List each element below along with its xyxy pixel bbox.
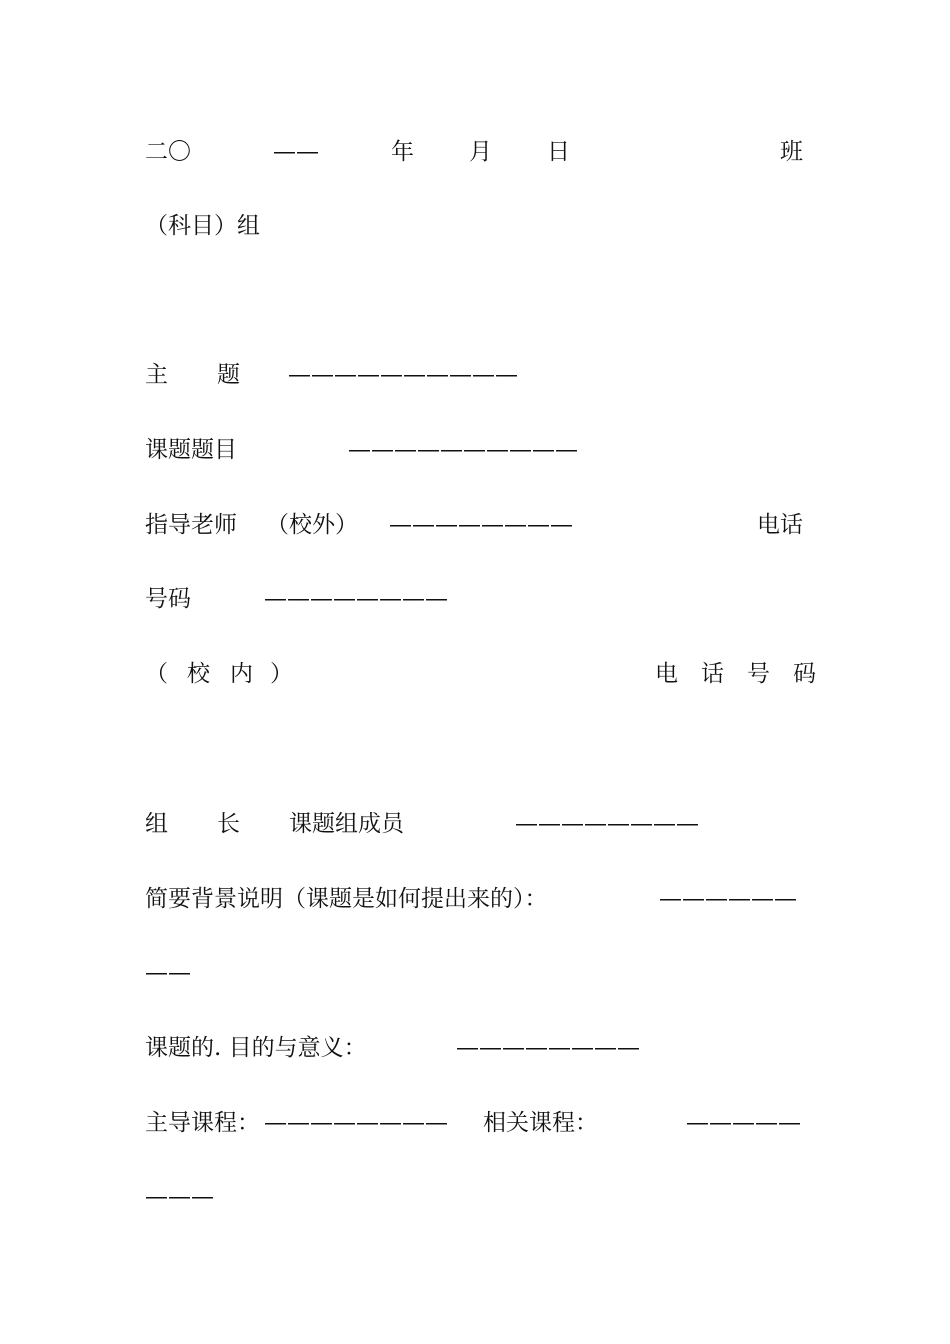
advisor-external: （校外） [266,512,358,538]
related-course-label: 相关课程： [483,1110,598,1136]
background-blank: —————— [659,886,797,912]
year-blank: —— [273,139,319,165]
month-label: 月 [469,139,492,165]
related-course-blank: ————— [686,1110,801,1136]
advisor-label: 指导老师 [145,512,237,538]
members-blank: ———————— [515,811,699,837]
theme-label-2: 题 [217,362,240,388]
class-label: 班 [780,139,803,165]
advisor-blank: ———————— [389,512,573,538]
related-course-blank-continued: ——— [145,1184,214,1210]
members-label: 课题组成员 [289,811,404,837]
purpose-label: 课题的. 目的与意义： [145,1035,367,1061]
leader-label-1: 组 [145,811,168,837]
phone-blank: ———————— [264,586,448,612]
year-label: 年 [391,139,414,165]
internal-close-paren: ） [270,661,293,687]
main-course-label: 主导课程： [145,1110,260,1136]
internal-char-1: 校 [187,661,210,687]
phone-label-b: 号码 [145,586,191,612]
internal-open-paren: （ [145,661,168,687]
background-blank-continued: —— [145,960,191,986]
internal-char-2: 内 [230,661,253,687]
theme-label-1: 主 [145,362,168,388]
theme-blank: —————————— [288,362,518,388]
phone-label-a: 电话 [757,512,803,538]
topic-blank: —————————— [348,437,578,463]
group-label: （科目）组 [145,213,260,239]
background-label: 简要背景说明（课题是如何提出来的）： [145,886,548,912]
day-label: 日 [547,139,570,165]
main-course-blank: ———————— [264,1110,448,1136]
leader-label-2: 长 [217,811,240,837]
purpose-blank: ———————— [456,1035,640,1061]
internal-phone-label: 电 话 号 码 [655,661,816,687]
year-prefix: 二〇 [145,139,191,165]
topic-label: 课题题目 [145,437,237,463]
